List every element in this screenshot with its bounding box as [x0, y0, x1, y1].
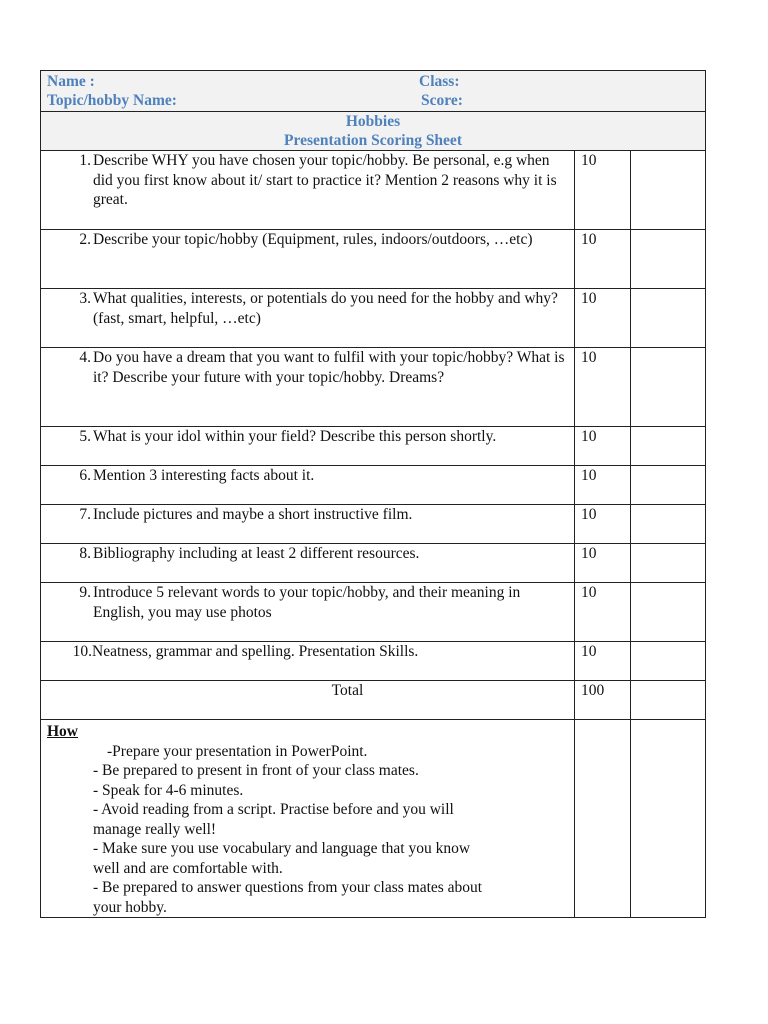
- score-cell: [631, 427, 706, 466]
- total-row: [41, 681, 706, 720]
- scoring-sheet-table: [40, 70, 706, 918]
- criterion-text: Bibliography including at least 2 different resources.: [93, 545, 420, 562]
- criterion-points: 10: [575, 466, 631, 505]
- title-row: [41, 112, 706, 151]
- criterion-text-cell: [41, 505, 575, 544]
- score-cell: [631, 642, 706, 681]
- criterion-text-cell: [41, 230, 575, 289]
- criterion-number: 2.: [79, 231, 91, 248]
- topic-label: Topic/hobby Name:: [47, 92, 177, 109]
- score-cell: [631, 505, 706, 544]
- criterion-number: 1.: [79, 152, 91, 169]
- class-label: Class:: [419, 73, 460, 90]
- criterion-number: 9.: [79, 584, 91, 601]
- score-cell: [631, 348, 706, 427]
- header-cell: [41, 71, 706, 112]
- criterion-points: 10: [575, 289, 631, 348]
- criterion-row-8: [41, 544, 706, 583]
- criterion-text-cell: [41, 289, 575, 348]
- criterion-points: 10: [575, 427, 631, 466]
- score-cell: [631, 289, 706, 348]
- how-cell: [41, 720, 575, 918]
- header-row: [41, 71, 706, 112]
- criterion-text: Introduce 5 relevant words to your topic/hobby, and their meaning in English, you may use photos: [93, 584, 521, 621]
- criterion-points: 10: [575, 642, 631, 681]
- criterion-number: 8.: [79, 545, 91, 562]
- criterion-text-cell: [41, 544, 575, 583]
- score-cell: [631, 151, 706, 230]
- criterion-text: Neatness, grammar and spelling. Presentation Skills.: [92, 643, 419, 660]
- criterion-number: 7.: [79, 506, 91, 523]
- how-line: - Be prepared to present in front of your class mates.: [93, 762, 419, 779]
- how-line: your hobby.: [93, 898, 167, 916]
- criterion-text-cell: [41, 642, 575, 681]
- total-score-cell: [631, 681, 706, 720]
- criterion-number: 3.: [79, 290, 91, 307]
- how-line: - Make sure you use vocabulary and language that you know: [93, 840, 471, 857]
- criterion-points: 10: [575, 230, 631, 289]
- criterion-row-9: [41, 583, 706, 642]
- criterion-number: 5.: [79, 428, 91, 445]
- score-cell: [631, 230, 706, 289]
- criterion-row-3: [41, 289, 706, 348]
- score-cell: [631, 583, 706, 642]
- how-row: [41, 720, 706, 918]
- criterion-row-2: [41, 230, 706, 289]
- score-label: Score:: [421, 92, 463, 109]
- criterion-points: 10: [575, 505, 631, 544]
- criterion-number: 4.: [79, 349, 91, 366]
- criterion-row-1: [41, 151, 706, 230]
- criterion-row-10: [41, 642, 706, 681]
- title-line2: Presentation Scoring Sheet: [284, 132, 462, 149]
- criterion-text-cell: [41, 427, 575, 466]
- title-line1: Hobbies: [345, 113, 401, 130]
- how-line: -Prepare your presentation in PowerPoint.: [107, 742, 368, 760]
- criterion-text: What qualities, interests, or potentials do you need for the hobby and why? (fast, smart, helpful, …etc): [93, 290, 558, 327]
- criterion-text-cell: [41, 466, 575, 505]
- criterion-row-7: [41, 505, 706, 544]
- criterion-text: Describe your topic/hobby (Equipment, rules, indoors/outdoors, …etc): [93, 231, 533, 248]
- criterion-number: 6.: [79, 467, 91, 484]
- criterion-text: Include pictures and maybe a short instructive film.: [93, 506, 413, 523]
- how-line: well and are comfortable with.: [93, 859, 283, 877]
- how-line: - Speak for 4-6 minutes.: [93, 781, 244, 799]
- criterion-text-cell: [41, 348, 575, 427]
- criterion-text: Do you have a dream that you want to fulfil with your topic/hobby? What is it? Describe your future with your topic/hobby. Dreams?: [93, 349, 565, 386]
- how-points-cell: [575, 720, 631, 918]
- score-cell: [631, 544, 706, 583]
- total-points: 100: [575, 681, 631, 720]
- score-cell: [631, 466, 706, 505]
- total-label-cell: [41, 681, 575, 720]
- total-label: Total: [331, 682, 364, 699]
- how-line: manage really well!: [93, 820, 217, 838]
- how-title: How: [47, 723, 78, 740]
- how-line: - Be prepared to answer questions from your class mates about: [93, 879, 483, 896]
- criterion-points: 10: [575, 583, 631, 642]
- criterion-text-cell: [41, 151, 575, 230]
- how-line: - Avoid reading from a script. Practise before and you will: [93, 801, 454, 818]
- name-label: Name :: [47, 73, 95, 90]
- criterion-points: 10: [575, 544, 631, 583]
- criterion-row-6: [41, 466, 706, 505]
- criterion-points: 10: [575, 151, 631, 230]
- criterion-number: 10.: [72, 643, 92, 660]
- criterion-text-cell: [41, 583, 575, 642]
- criterion-text: Describe WHY you have chosen your topic/hobby. Be personal, e.g when did you first know about it/ start to practice it? Mention 2 reasons why it is great.: [93, 152, 557, 208]
- criterion-row-4: [41, 348, 706, 427]
- criterion-points: 10: [575, 348, 631, 427]
- criterion-text: What is your idol within your field? Describe this person shortly.: [93, 428, 497, 445]
- how-score-cell: [631, 720, 706, 918]
- criterion-text: Mention 3 interesting facts about it.: [93, 467, 315, 484]
- title-cell: [41, 112, 706, 151]
- criterion-row-5: [41, 427, 706, 466]
